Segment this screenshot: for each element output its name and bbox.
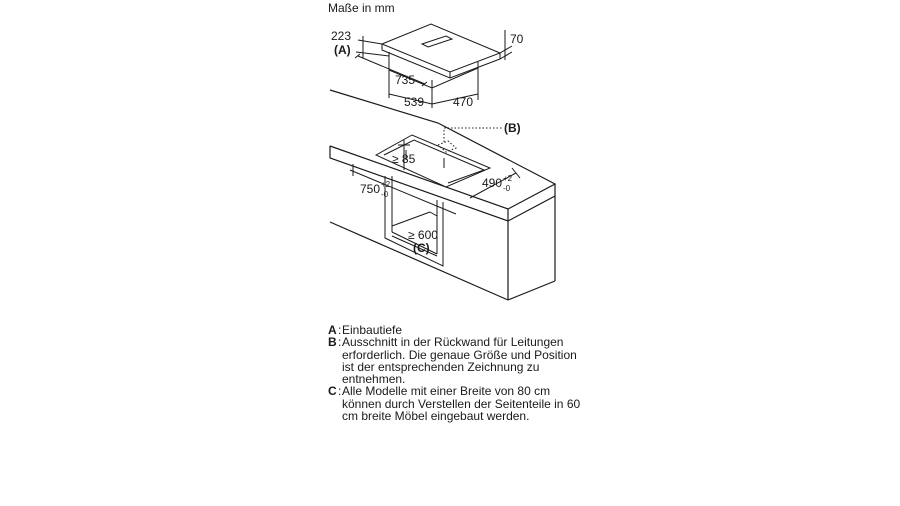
legend-text: Alle Modelle mit einer Breite von 80 cm können durch Verstellen der Seitenteile in 60 cm breite Möbel eingebaut werden. [342,384,581,424]
dim-490-tol-plus: +2 [503,174,513,183]
dim-490-tol-minus: -0 [503,184,511,193]
dim-735-label: 735 [395,73,416,87]
legend [328,324,588,422]
dim-490-label: 490 [482,176,503,190]
dim-470-label: 470 [453,95,474,109]
dim-85-label: ≥ 85 [392,152,416,166]
legend-key: B [328,335,337,350]
legend-item-a: A : Einbautiefe [328,324,588,336]
legend-key: C [328,384,337,399]
label-a: (A) [334,43,351,57]
caption-text: Maße in mm [328,1,395,15]
legend-text: Einbautiefe [342,323,403,337]
label-c: (C) [413,241,430,255]
legend-key: A [328,323,337,337]
dim-750-label: 750 [360,182,381,196]
legend-item-c: C : Alle Modelle mit einer Breite von 80 cm können durch Verstellen der Seitenteile in 60 cm breite Möbel eingebaut werden. [328,385,588,422]
dim-223-label: 223 [331,29,352,43]
label-b: (B) [504,121,521,135]
legend-text: Ausschnitt in der Rückwand für Leitungen erforderlich. Die genaue Größe und Position ist der entsprechenden Zeichnung zu entnehmen. [342,335,577,387]
dim-70-label: 70 [510,32,524,46]
dim-750-tol-minus: -0 [381,190,389,199]
dim-750-tol-plus: +2 [381,180,391,189]
legend-item-b: B : Ausschnitt in der Rückwand für Leitungen erforderlich. Die genaue Größe und Position ist der entsprechenden Zeichnung zu entnehmen. [328,336,588,385]
dim-539-label: 539 [404,95,425,109]
dim-600-label: ≥ 600 [408,228,438,242]
